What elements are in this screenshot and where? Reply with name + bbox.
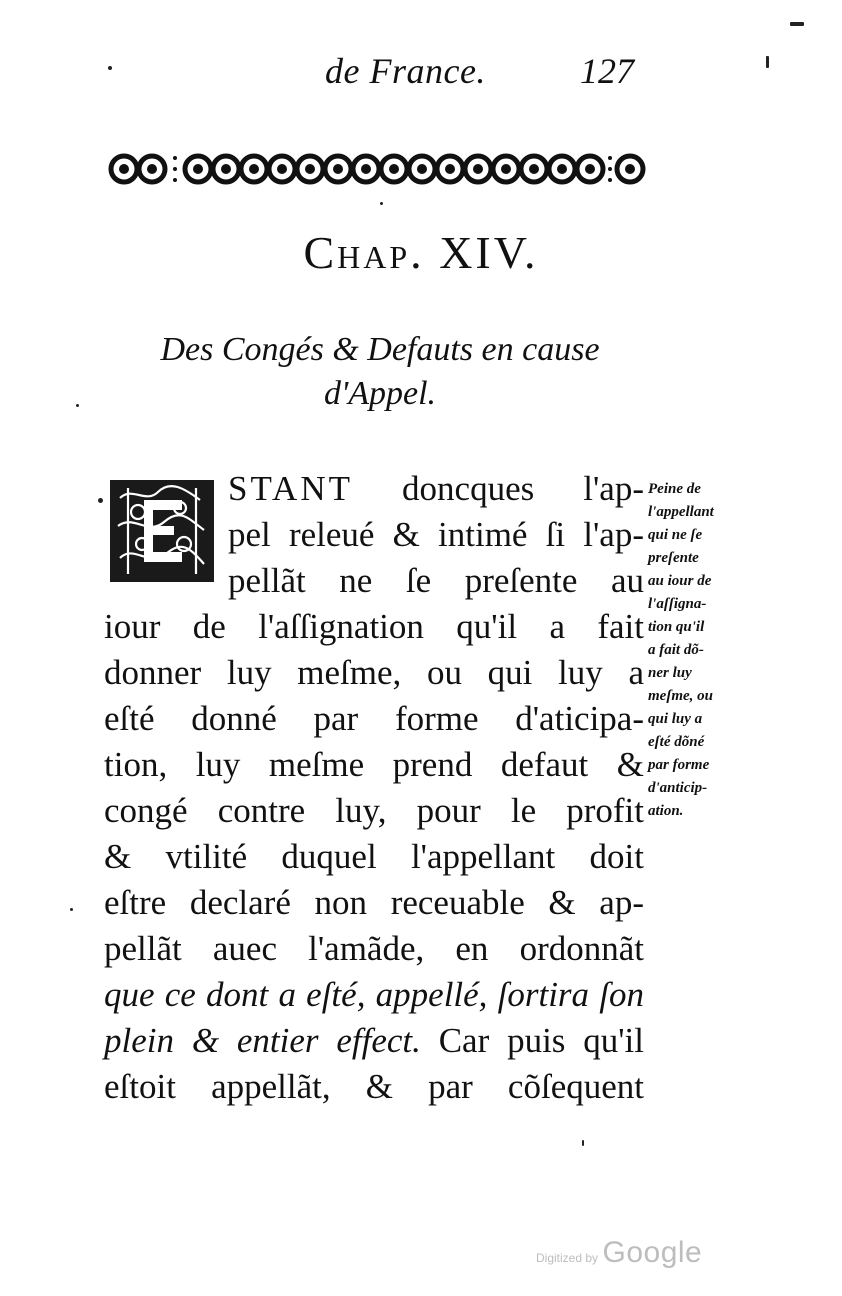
page-number: 127 xyxy=(580,51,634,91)
text-line: eſté donné par forme d'aticipa- xyxy=(104,699,644,738)
digitized-watermark xyxy=(536,1236,702,1270)
chapter-subtitle-line: d'Appel. xyxy=(323,375,437,412)
body-paragraph xyxy=(104,466,644,1110)
text-line: eſtoit appellãt, & par cõſequent xyxy=(104,1067,644,1106)
marginal-note-line: preſente xyxy=(648,550,699,566)
marginal-note-line: meſme, ou xyxy=(648,688,713,704)
text-line: donner luy meſme, ou qui luy a xyxy=(104,653,644,692)
chapter-subtitle xyxy=(130,328,630,416)
ink-speck xyxy=(790,22,804,26)
opening-word: STANT xyxy=(228,469,353,508)
marginal-note-line: qui ne ſe xyxy=(648,527,703,543)
marginal-note-line: tion qu'il xyxy=(648,619,705,635)
marginal-note-line: Peine de xyxy=(648,481,701,497)
ink-speck xyxy=(98,498,103,503)
marginal-note-line: a fait dõ- xyxy=(648,642,704,658)
text-line: congé contre luy, pour le profit xyxy=(104,791,644,830)
text-line: & vtilité duquel l'appellant doit xyxy=(104,837,644,876)
ornament-band xyxy=(106,146,646,192)
ink-speck xyxy=(108,66,112,70)
ink-speck xyxy=(766,56,769,68)
ink-speck xyxy=(380,202,383,205)
text-line: eſtre declaré non receuable & ap- xyxy=(104,883,644,922)
marginal-note-line: au iour de xyxy=(648,573,712,589)
text-line: tion, luy meſme prend defaut & xyxy=(104,745,644,784)
chapter-subtitle-line: Des Congés & Defauts en cause xyxy=(160,331,600,368)
italic-phrase: plein & entier effect. xyxy=(104,1021,421,1060)
digitized-by-label: Digitized by xyxy=(536,1251,599,1265)
ink-speck xyxy=(582,1140,584,1146)
marginal-note-line: ner luy xyxy=(648,665,692,681)
text-line xyxy=(104,1018,644,1064)
text-line: iour de l'aſſignation qu'il a fait xyxy=(104,607,644,646)
ink-speck xyxy=(70,908,73,911)
roman-phrase: Car puis qu'il xyxy=(420,1021,645,1060)
marginal-note-line: l'appellant xyxy=(648,504,714,520)
marginal-note-line: d'anticip- xyxy=(648,780,708,796)
marginal-note-line: eſté dõné xyxy=(648,734,705,750)
marginal-note-line: ation. xyxy=(648,803,684,819)
text-line xyxy=(104,466,644,512)
italic-text-line: que ce dont a eſté, appellé, ſortira ſon xyxy=(104,975,644,1014)
text-line: pellãt auec l'amãde, en ordonnãt xyxy=(104,929,644,968)
marginal-note-line: l'aſſigna- xyxy=(648,596,707,612)
marginal-note-line: qui luy a xyxy=(648,711,703,727)
text-line: pel releué & intimé ſi l'ap- xyxy=(228,515,644,554)
first-line-rest: doncques l'ap- xyxy=(402,469,644,508)
marginal-note-line: par forme xyxy=(648,757,710,773)
ink-speck xyxy=(76,404,79,407)
chapter-title xyxy=(0,226,842,279)
chapter-title-number: XIV. xyxy=(439,227,539,278)
google-wordmark: Google xyxy=(602,1236,703,1269)
marginal-note xyxy=(648,478,758,823)
chapter-title-prefix: Chap. xyxy=(303,227,425,278)
running-title: de France. xyxy=(325,51,486,91)
text-line: pellãt ne ſe preſente au xyxy=(228,561,644,600)
